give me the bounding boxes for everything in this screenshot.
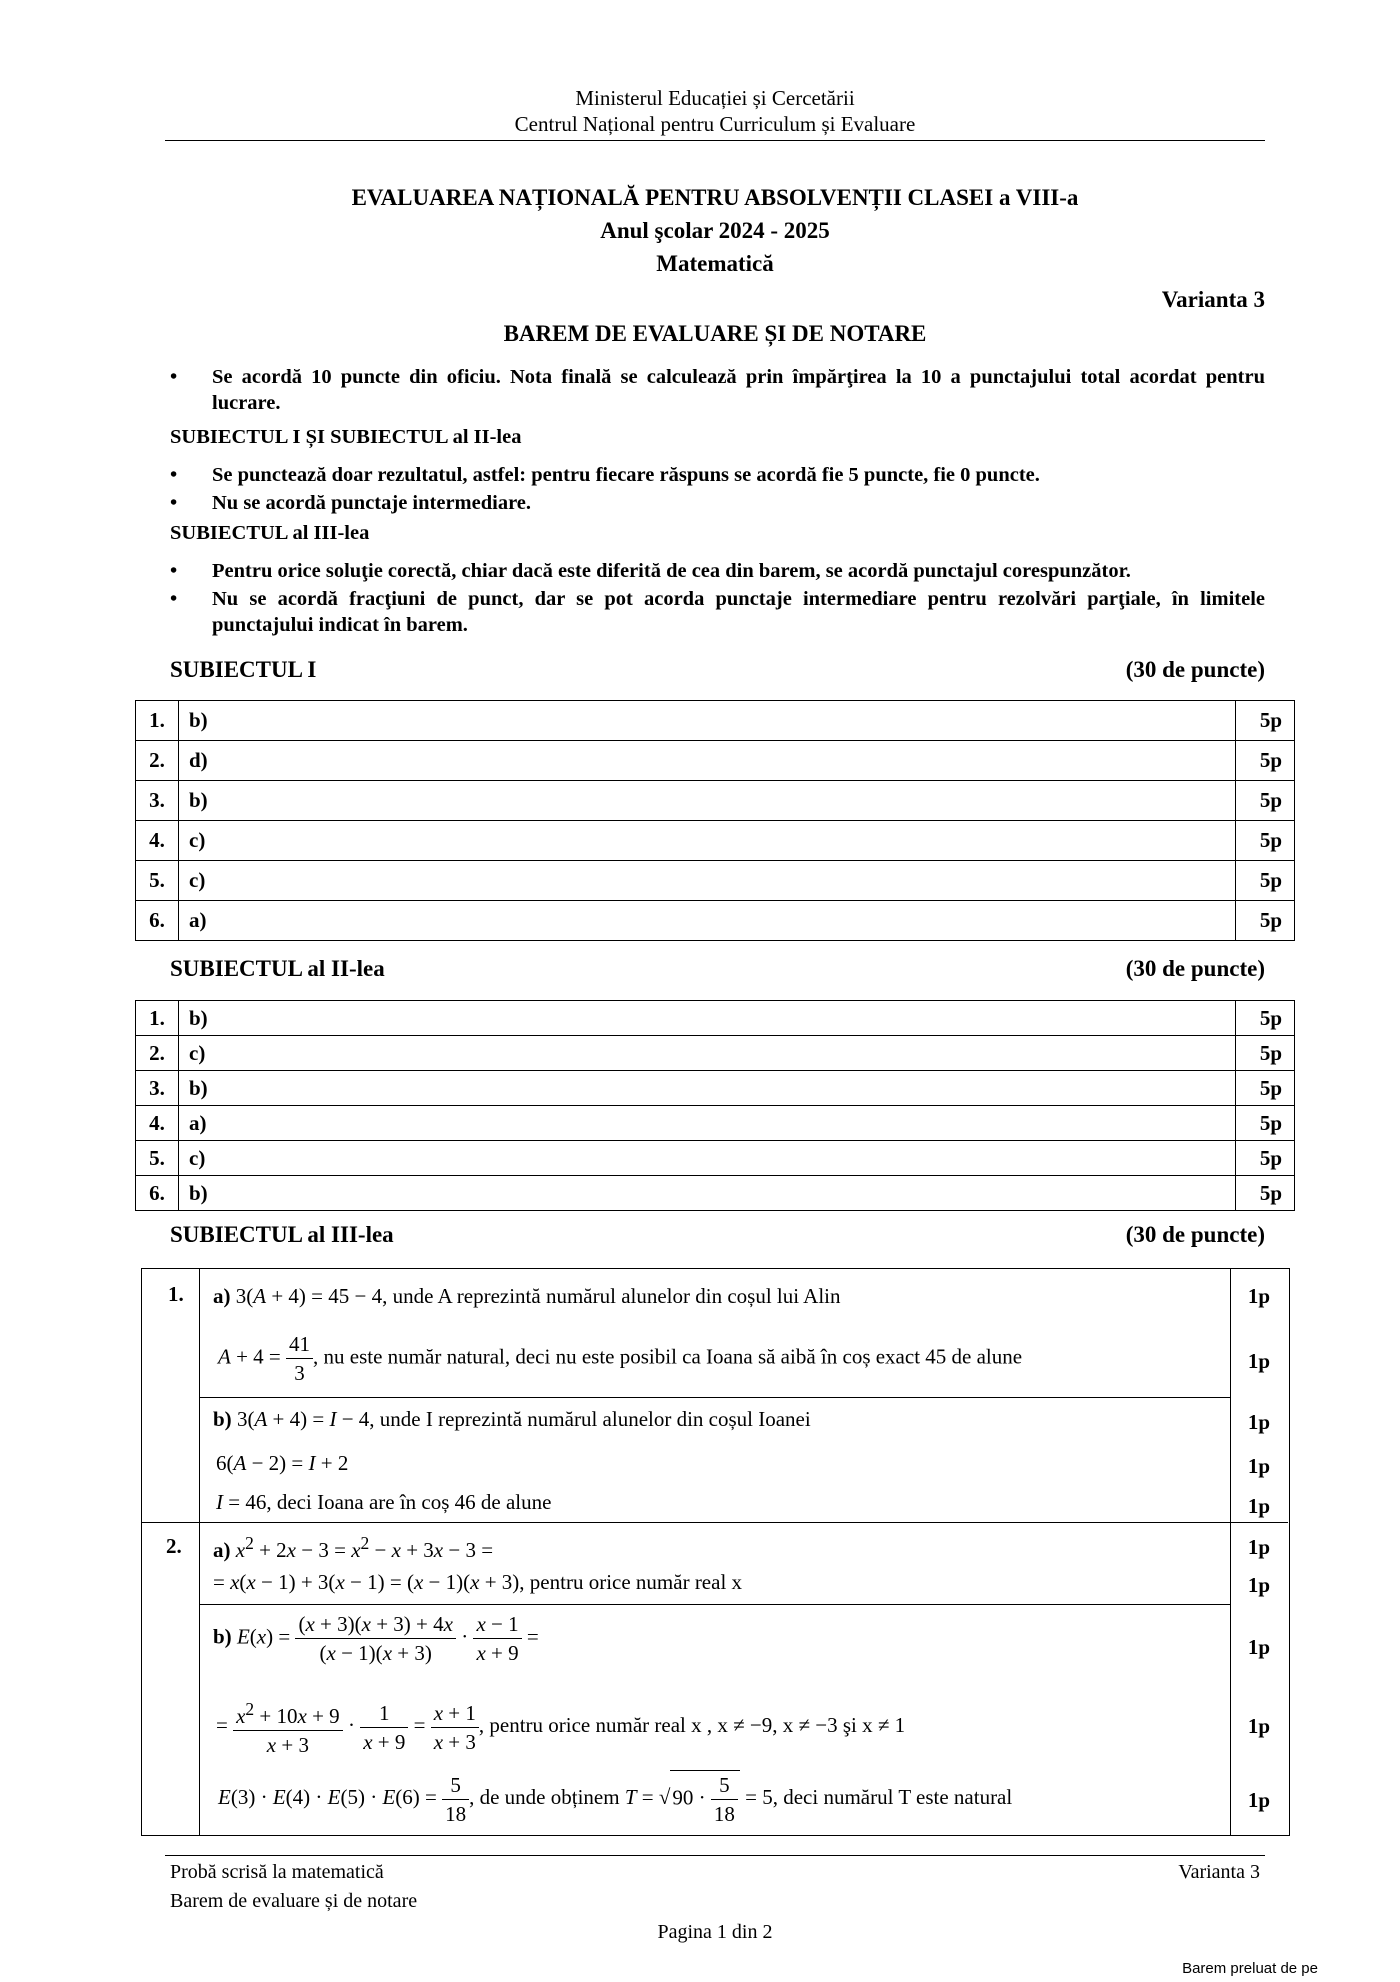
answer-cell: c): [179, 821, 1236, 861]
rule-partial-points: • Nu se acordă fracţiuni de punct, dar se pot acorda punctaje intermediare pentru rezolvări parţiale, în limitele punctajului indicat în barem.: [170, 588, 1265, 636]
answer-cell: c): [179, 1036, 1236, 1071]
school-year: Anul şcolar 2024 - 2025: [600, 218, 830, 243]
footer-exam-type: Probă scrisă la matematică: [170, 1861, 384, 1883]
problem1a-line2-points: 1p: [1247, 1349, 1271, 1373]
table-row: [136, 861, 1295, 901]
problem1b-line1-points: 1p: [1247, 1410, 1271, 1434]
subiect2-heading: SUBIECTUL al II-lea (30 de puncte): [170, 956, 1265, 981]
answer-cell: c): [179, 861, 1236, 901]
item-number: 6.: [136, 901, 179, 941]
rule-no-intermediate: • Nu se acordă punctaje intermediare.: [170, 492, 532, 514]
footer-doc-type: Barem de evaluare și de notare: [170, 1890, 418, 1912]
answer-cell: a): [179, 1106, 1236, 1141]
subiect2-answer-table: [135, 1000, 1295, 1211]
table-row: [136, 1176, 1295, 1211]
item-number: 2.: [136, 1036, 179, 1071]
problem2b-line1: b) E(x) = $\frac{(x + 3)(x + 3) + 4x}{(x - 1)(x + 3)}$ · $\frac{x - 1}{x + 9}$ =: [213, 1612, 539, 1665]
answer-cell: b): [179, 701, 1236, 741]
item-number: 6.: [136, 1176, 179, 1211]
problem1b-line3: I = 46, deci Ioana are în coș 46 de alune: [216, 1490, 552, 1514]
answer-cell: b): [179, 781, 1236, 821]
item-number: 5.: [136, 861, 179, 901]
points-cell: 5p: [1236, 781, 1295, 821]
rule-official-points: • Se acordă 10 puncte din oficiu. Nota finală se calculează prin împărţirea la 10 a punctajului total acordat pentru lucrare.: [170, 366, 1265, 414]
subiect1-heading: SUBIECTUL I (30 de puncte): [170, 657, 1265, 682]
problem2b-line3-points: 1p: [1247, 1788, 1271, 1812]
points-cell: 5p: [1236, 701, 1295, 741]
points-cell: 5p: [1236, 901, 1295, 941]
problem2a-line1: a) $x^2 + 2x - 3 = x^2 - x + 3x - 3$ =: [213, 1533, 494, 1562]
page-number: Pagina 1 din 2: [657, 1921, 773, 1943]
points-cell: 5p: [1236, 1001, 1295, 1036]
footer-variant: Varianta 3: [1178, 1861, 1260, 1883]
ministry-name: Ministerul Educației și Cercetării: [575, 86, 855, 110]
problem1a-line1: a) 3(A + 4) = 45 − 4, unde A reprezintă numărul alunelor din coșul lui Alin: [213, 1284, 841, 1308]
table-row: [136, 781, 1295, 821]
points-cell: 5p: [1236, 821, 1295, 861]
problem1b-line2-points: 1p: [1247, 1454, 1271, 1478]
exam-title: EVALUAREA NAȚIONALĂ PENTRU ABSOLVENȚII CLASEI a VIII-a: [351, 185, 1079, 210]
problem2-number: 2.: [166, 1534, 182, 1558]
table-row: [136, 821, 1295, 861]
answer-cell: d): [179, 741, 1236, 781]
points-cell: 5p: [1236, 1036, 1295, 1071]
section3-rules-title: SUBIECTUL al III-lea: [170, 522, 370, 544]
problem2b-line1-points: 1p: [1247, 1635, 1271, 1659]
item-number: 2.: [136, 741, 179, 781]
subiect3-heading: SUBIECTUL al III-lea (30 de puncte): [170, 1222, 1265, 1247]
problem1-number: 1.: [168, 1282, 184, 1306]
points-cell: 5p: [1236, 861, 1295, 901]
section12-rules-title: SUBIECTUL I ȘI SUBIECTUL al II-lea: [170, 426, 522, 448]
center-name: Centrul Național pentru Curriculum și Evaluare: [514, 112, 916, 136]
problem2b-line2: = $\frac{x^2 + 10x + 9}{x + 3}$ · $\frac{1}{x + 9}$ = $\frac{x + 1}{x + 3}$ , pentru orice număr real x , x ≠ −9, x ≠ −3 şi x ≠ 1: [216, 1695, 905, 1759]
problem2b-line2-points: 1p: [1247, 1714, 1271, 1738]
points-cell: 5p: [1236, 1106, 1295, 1141]
problem2a-line1-points: 1p: [1247, 1535, 1271, 1559]
table-row: [136, 1001, 1295, 1036]
answer-cell: c): [179, 1141, 1236, 1176]
item-number: 3.: [136, 1071, 179, 1106]
barem-title: BAREM DE EVALUARE ȘI DE NOTARE: [503, 321, 927, 346]
rule-result-only: • Se punctează doar rezultatul, astfel: pentru fiecare răspuns se acordă fie 5 puncte, fie 0 puncte.: [170, 464, 1040, 486]
problem2b-line3: E(3) · E(4) · E(5) · E(6) = $\frac{5}{18}$ , de unde obținem T = √90 · $\frac{5}{18}$ = 5, deci numărul T este natural: [218, 1770, 1012, 1828]
corner-note: Barem preluat de pe: [1182, 1960, 1318, 1977]
subject-name: Matematică: [656, 251, 774, 276]
item-number: 3.: [136, 781, 179, 821]
table-row: [136, 741, 1295, 781]
answer-cell: a): [179, 901, 1236, 941]
problem1a-line1-points: 1p: [1247, 1284, 1271, 1308]
problem1b-line2: 6(A − 2) = I + 2: [216, 1451, 349, 1475]
item-number: 4.: [136, 1106, 179, 1141]
problem2a-line2: = x(x − 1) + 3(x − 1) = (x − 1)(x + 3), pentru orice număr real x: [213, 1570, 743, 1594]
problem1b-line1: b) 3(A + 4) = I − 4, unde I reprezintă numărul alunelor din coșul Ioanei: [213, 1407, 811, 1431]
item-number: 5.: [136, 1141, 179, 1176]
table-row: [136, 1071, 1295, 1106]
item-number: 1.: [136, 701, 179, 741]
subiect1-answer-table: [135, 700, 1295, 941]
item-number: 4.: [136, 821, 179, 861]
problem2a-line2-points: 1p: [1247, 1573, 1271, 1597]
answer-cell: b): [179, 1071, 1236, 1106]
variant-label: Varianta 3: [1161, 287, 1265, 312]
points-cell: 5p: [1236, 1141, 1295, 1176]
problem1b-line3-points: 1p: [1247, 1494, 1271, 1518]
item-number: 1.: [136, 1001, 179, 1036]
points-cell: 5p: [1236, 1071, 1295, 1106]
answer-cell: b): [179, 1176, 1236, 1211]
points-cell: 5p: [1236, 741, 1295, 781]
table-row: [136, 1036, 1295, 1071]
answer-cell: b): [179, 1001, 1236, 1036]
table-row: [136, 901, 1295, 941]
table-row: [136, 1106, 1295, 1141]
table-row: [136, 1141, 1295, 1176]
table-row: [136, 701, 1295, 741]
footer-rule: [165, 1855, 1265, 1856]
header-rule: [165, 140, 1265, 141]
rule-any-correct-solution: • Pentru orice soluţie corectă, chiar dacă este diferită de cea din barem, se acordă punctajul corespunzător.: [170, 560, 1131, 582]
problem1a-line2: A + 4 = $\frac{41}{3}$ , nu este număr natural, deci nu este posibil ca Ioana să aibă în coș exact 45 de alune: [218, 1332, 1023, 1385]
points-cell: 5p: [1236, 1176, 1295, 1211]
